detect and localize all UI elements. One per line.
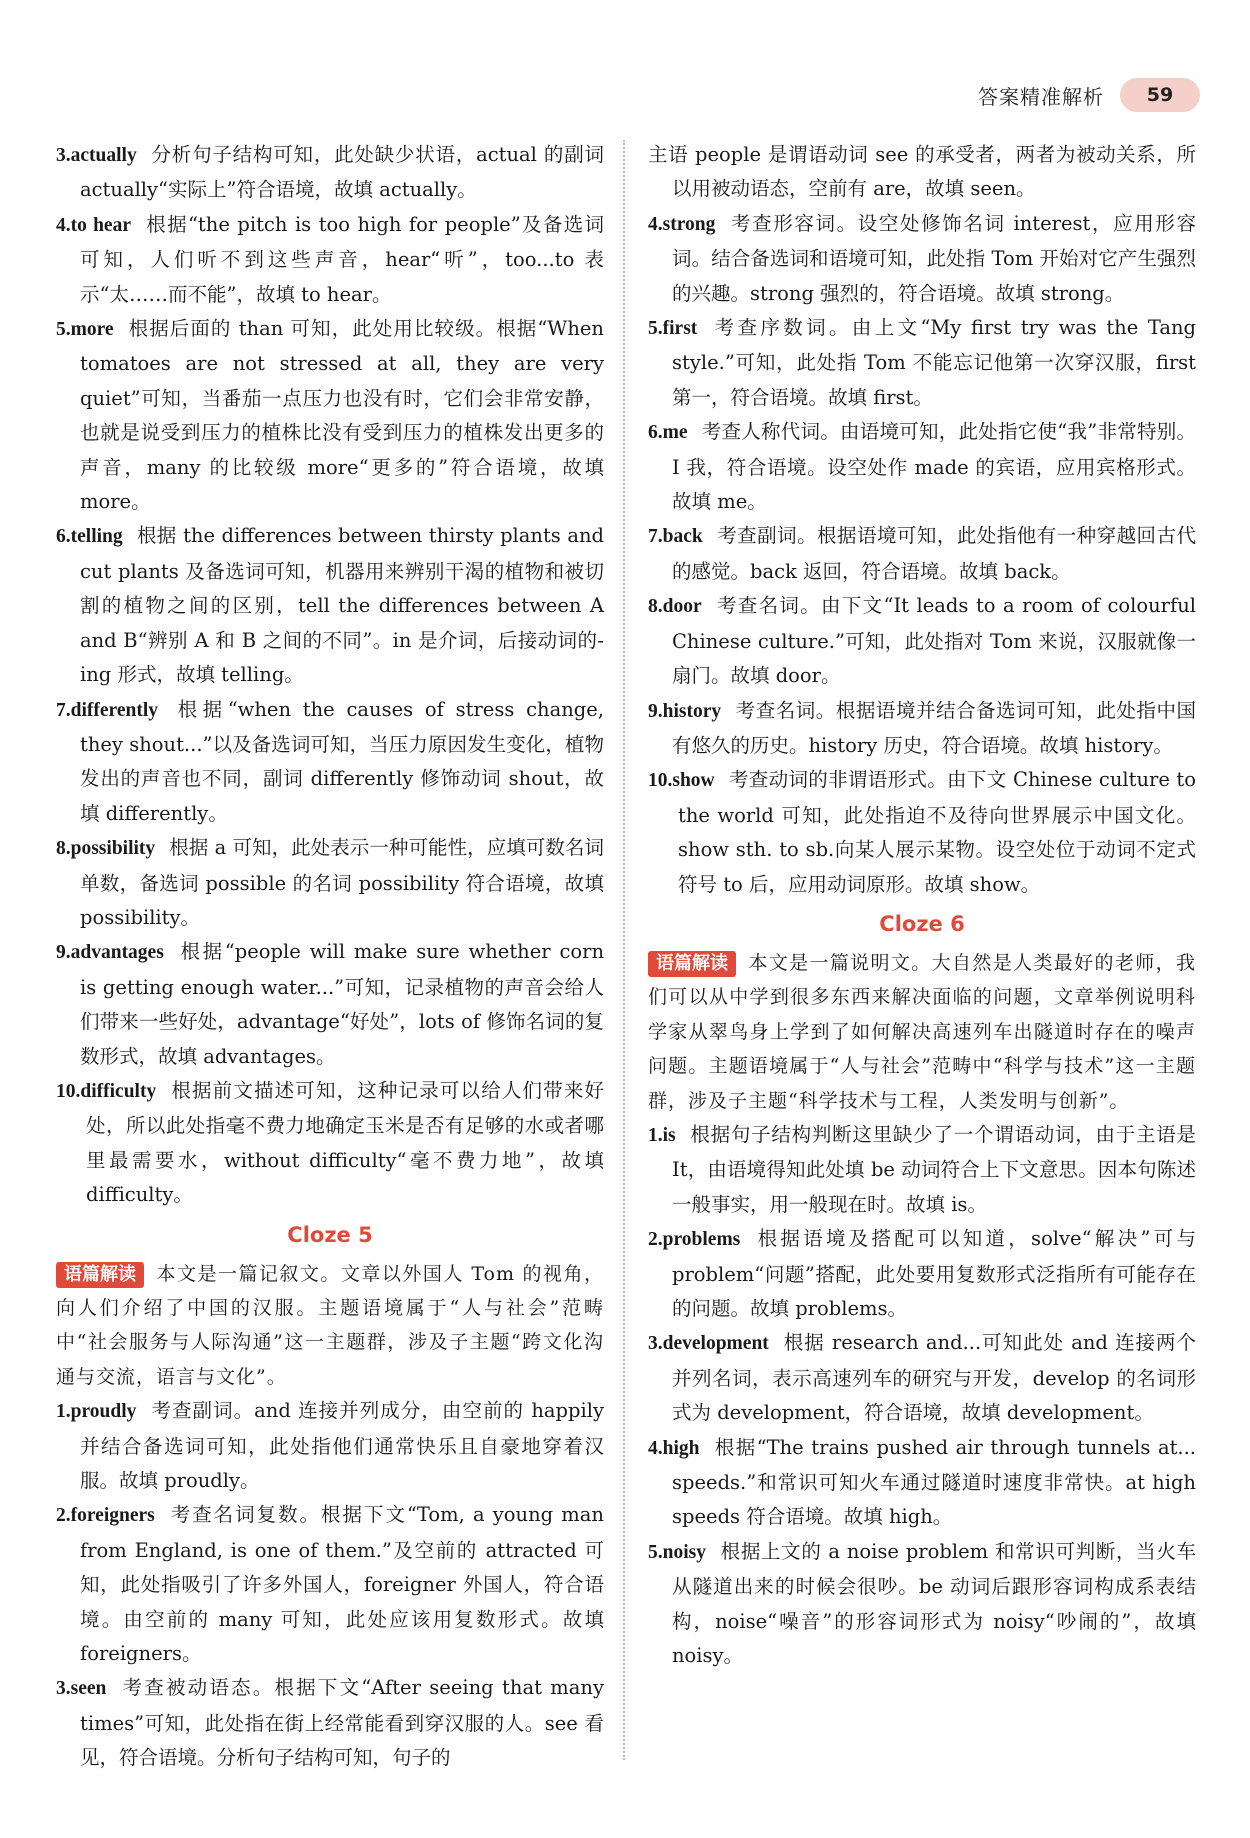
- item-answer: advantages: [70, 942, 164, 964]
- item-explanation: 考查人称代词。由语境可知，此处指它使“我”非常特别。I 我，符合语境。设空处作 made 的宾语，应用宾格形式。故填 me。: [672, 420, 1196, 514]
- item-answer: door: [662, 596, 702, 618]
- item-answer: seen: [70, 1678, 107, 1700]
- answer-item: [56, 1394, 604, 1498]
- right-column: [648, 138, 1196, 1673]
- answer-item: [56, 1498, 604, 1671]
- item-answer: more: [70, 319, 114, 341]
- answer-item: [56, 1074, 604, 1213]
- item-explanation: 根据 the differences between thirsty plants and cut plants 及备选词可知，机器用来辨别干渴的植物和被切割的植物之间的区别，tell the differences between A and B“辨别 A 和 B 之间的不同”。in 是介词，后接动词的-ing 形式，故填 telling。: [80, 524, 604, 687]
- answer-item: [56, 693, 604, 832]
- answer-item: [648, 207, 1196, 311]
- answer-item: [648, 763, 1196, 902]
- item-number: 1.: [56, 1401, 71, 1423]
- answer-item: [56, 831, 604, 935]
- item-number: 2.: [648, 1229, 663, 1251]
- item-number: 8.: [648, 596, 663, 618]
- item-explanation: 根据 a 可知，此处表示一种可能性，应填可数名词单数，备选词 possible 的名词 possibility 符合语境，故填 possibility。: [80, 836, 604, 929]
- item-explanation: 根据后面的 than 可知，此处用比较级。根据“When tomatoes are not stressed at all, they are very quiet”可知，当番茄一点压力也没有时，它们会非常安静，也就是说受到压力的植株比没有受到压力的植株发出更多的声音，many 的比较级 more“更多的”符合语境，故填 more。: [80, 317, 604, 514]
- cloze6-analysis-text: 本文是一篇说明文。大自然是人类最好的老师，我们可以从中学到很多东西来解决面临的问题，文章举例说明科学家从翠鸟身上学到了如何解决高速列车出隧道时存在的噪声问题。主题语境属于“人与社会”范畴中“科学与技术”这一主题群，涉及子主题“科学技术与工程，人类发明与创新”。: [648, 951, 1196, 1112]
- answer-item: [56, 935, 604, 1074]
- left-answer-list-b: [56, 1394, 604, 1775]
- answer-item: [648, 694, 1196, 764]
- page-number-badge: 59: [1120, 78, 1200, 112]
- item-number: 8.: [56, 838, 71, 860]
- left-answer-list-a: [56, 138, 604, 1213]
- item-number: 9.: [56, 942, 71, 964]
- answer-item: [648, 1118, 1196, 1222]
- item-explanation: 考查副词。and 连接并列成分，由空前的 happily 并结合备选词可知，此处指他们通常快乐且自豪地穿着汉服。故填 proudly。: [80, 1399, 604, 1493]
- item-explanation: 根据上文的 a noise problem 和常识可判断，当火车从隧道出来的时候会很吵。be 动词后跟形容词构成系表结构，noise“噪音”的形容词形式为 noisy“吵闹的”，故填 noisy。: [672, 1539, 1196, 1668]
- item-number: 3.: [648, 1333, 663, 1355]
- page-header: [978, 78, 1200, 112]
- item-answer: history: [662, 700, 722, 722]
- item-explanation: 考查形容词。设空处修饰名词 interest，应用形容词。结合备选词和语境可知，此处指 Tom 开始对它产生强烈的兴趣。strong 强烈的，符合语境。故填 strong。: [672, 211, 1196, 305]
- continuation-body: 主语 people 是谓语动词 see 的承受者，两者为被动关系，所以用被动语态，空前有 are，故填 seen。: [648, 143, 1196, 201]
- item-explanation: 根据语境及搭配可以知道，solve“解决”可与 problem“问题”搭配，此处要用复数形式泛指所有可能存在的问题。故填 problems。: [672, 1227, 1196, 1320]
- cloze5-tag: 语篇解读: [56, 1262, 144, 1288]
- item-explanation: 根据前文描述可知，这种记录可以给人们带来好处，所以此处指毫不费力地确定玉米是否有足够的水或者哪里最需要水，without difficulty“毫不费力地”，故填 difficulty。: [86, 1078, 604, 1207]
- answer-item: [648, 519, 1196, 589]
- item-answer: differently: [70, 699, 158, 721]
- item-explanation: 根据“The trains pushed air through tunnels at... speeds.”和常识可知火车通过隧道时速度非常快。at high speeds 符合语境。故填 high。: [672, 1435, 1196, 1529]
- answer-item: [648, 1326, 1196, 1430]
- item-number: 6.: [648, 422, 663, 444]
- item-number: 5.: [56, 319, 71, 341]
- item-answer: is: [662, 1124, 676, 1146]
- answer-item: [648, 311, 1196, 415]
- item-number: 7.: [56, 699, 71, 721]
- item-answer: problems: [662, 1229, 741, 1251]
- item-answer: development: [662, 1333, 769, 1355]
- item-answer: me: [662, 422, 688, 444]
- item-number: 5.: [648, 1541, 663, 1563]
- answer-item: [56, 1671, 604, 1775]
- answer-item: [56, 519, 604, 692]
- item-explanation: 考查名词。根据语境并结合备选词可知，此处指中国有悠久的历史。history 历史，符合语境。故填 history。: [672, 698, 1196, 757]
- item-number: 5.: [648, 318, 663, 340]
- item-number: 3.: [56, 145, 71, 166]
- item-explanation: 考查动词的非谓语形式。由下文 Chinese culture to the world 可知，此处指迫不及待向世界展示中国文化。show sth. to sb.向某人展示某物。设空处位于动词不定式符号 to 后，应用动词原形。故填 show。: [678, 768, 1196, 896]
- item-explanation: 考查名词。由下文“It leads to a room of colourful Chinese culture.”可知，此处指对 Tom 来说，汉服就像一扇门。故填 door。: [672, 594, 1196, 688]
- item-number: 7.: [648, 526, 663, 548]
- item-explanation: 考查序数词。由上文“My first try was the Tang style.”可知，此处指 Tom 不能忘记他第一次穿汉服，first 第一，符合语境。故填 first。: [672, 316, 1196, 409]
- answer-item: [56, 208, 604, 312]
- item-answer: back: [662, 526, 703, 548]
- item-number: 1.: [648, 1124, 663, 1146]
- answer-item: [648, 1222, 1196, 1326]
- item-explanation: 考查被动语态。根据下文“After seeing that many times”可知，此处指在街上经常能看到穿汉服的人。see 看见，符合语境。分析句子结构可知，句子的: [80, 1676, 604, 1770]
- item-number: 4.: [56, 214, 71, 236]
- item-answer: possibility: [70, 838, 156, 860]
- item-answer: telling: [70, 526, 123, 548]
- item-explanation: 根据“people will make sure whether corn is getting enough water...”可知，记录植物的声音会给人们带来一些好处，advantage“好处”，lots of 修饰名词的复数形式，故填 advantages。: [80, 940, 605, 1068]
- header-title: 答案精准解析: [978, 84, 1104, 109]
- item-number: 4.: [648, 213, 663, 235]
- item-answer: proudly: [70, 1401, 137, 1423]
- item-number: 6.: [56, 526, 71, 548]
- item-answer: high: [662, 1437, 700, 1459]
- item-answer: actually: [70, 145, 137, 166]
- item-explanation: 分析句子结构可知，此处缺少状语，actual 的副词 actually“实际上”符合语境，故填 actually。: [80, 143, 604, 202]
- cloze5-title: Cloze 5: [287, 1222, 373, 1247]
- answer-item: [648, 589, 1196, 693]
- item-number: 3.: [56, 1678, 71, 1700]
- item-answer: strong: [662, 213, 716, 235]
- item-explanation: 考查名词复数。根据下文“Tom, a young man from England, is one of them.”及空前的 attracted 可知，此处指吸引了许多外国人，foreigner 外国人，符合语境。由空前的 many 可知，此处应该用复数形式。故填 foreigners。: [80, 1503, 604, 1666]
- item-explanation: 考查副词。根据语境可知，此处指他有一种穿越回古代的感觉。back 返回，符合语境。故填 back。: [672, 524, 1196, 583]
- item-explanation: 根据“when the causes of stress change, they shout...”以及备选词可知，当压力原因发生变化，植物发出的声音也不同，副词 differently 修饰动词 shout，故填 differently。: [80, 697, 604, 825]
- item-number: 9.: [648, 700, 663, 722]
- answer-item: [648, 1535, 1196, 1674]
- item-answer: first: [662, 318, 698, 340]
- cloze6-tag: 语篇解读: [648, 951, 736, 977]
- answer-item: [56, 312, 604, 519]
- continuation-text: [648, 138, 1196, 207]
- item-explanation: 根据 research and...可知此处 and 连接两个并列名词，表示高速列车的研究与开发，develop 的名词形式为 development，符合语境，故填 development。: [672, 1331, 1196, 1425]
- left-column: [56, 138, 604, 1776]
- item-answer: noisy: [662, 1541, 706, 1563]
- answer-item: [648, 1431, 1196, 1535]
- item-answer: difficulty: [80, 1080, 157, 1102]
- cloze6-analysis: [648, 946, 1196, 1118]
- item-number: 4.: [648, 1437, 663, 1459]
- item-explanation: 根据句子结构判断这里缺少了一个谓语动词，由于主语是 It，由语境得知此处填 be 动词符合上下文意思。因本句陈述一般事实，用一般现在时。故填 is。: [672, 1122, 1196, 1216]
- answer-item: [56, 138, 604, 208]
- item-answer: to hear: [70, 214, 131, 236]
- cloze5-analysis: [56, 1257, 604, 1395]
- cloze6-title: Cloze 6: [879, 911, 965, 936]
- answer-item: [648, 415, 1196, 519]
- item-number: 10.: [56, 1080, 81, 1102]
- item-answer: show: [672, 770, 715, 792]
- right-answer-list-a: [648, 207, 1196, 902]
- item-explanation: 根据“the pitch is too high for people”及备选词可知，人们听不到这些声音，hear“听”，too...to 表示“太……而不能”，故填 to hear。: [80, 212, 604, 306]
- column-divider: [623, 140, 625, 1760]
- right-answer-list-b: [648, 1118, 1196, 1674]
- item-number: 2.: [56, 1505, 71, 1527]
- item-answer: foreigners: [70, 1505, 155, 1527]
- item-number: 10.: [648, 770, 673, 792]
- cloze5-analysis-text: 本文是一篇记叙文。文章以外国人 Tom 的视角，向人们介绍了中国的汉服。主题语境属于“人与社会”范畴中“社会服务与人际沟通”这一主题群，涉及子主题“跨文化沟通与交流，语言与文化”。: [56, 1262, 604, 1388]
